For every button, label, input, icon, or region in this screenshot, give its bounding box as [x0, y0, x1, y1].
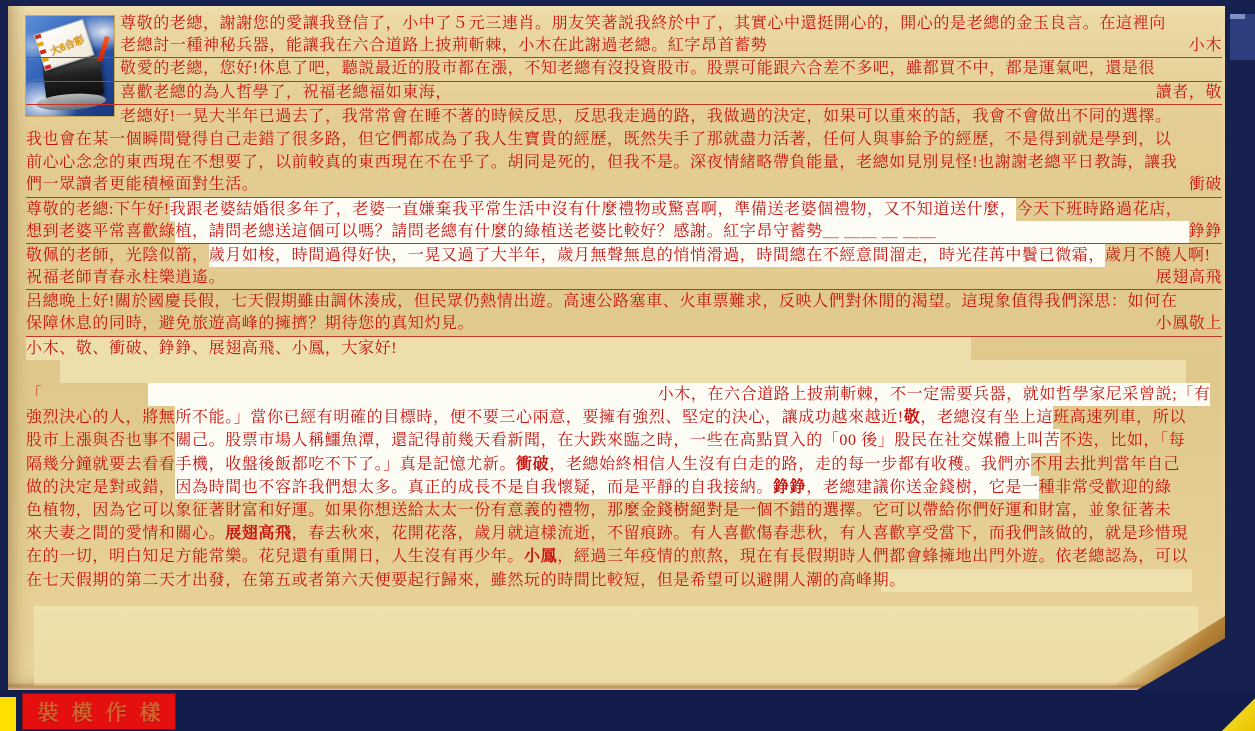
- highlighted-text: 我跟老婆結婚很多年了，老婆一直嫌棄我平常生活中沒有什麼禮物或驚喜啊，準備送老婆個禮物，又不知道送什麼，: [170, 198, 1017, 221]
- paper-bottom-edge: [8, 682, 1225, 690]
- text-line: [26, 545, 1222, 568]
- text-segment: 強烈決心的人，將無: [26, 409, 176, 427]
- text-segment: 敬佩的老師，光陰似箭，: [26, 246, 209, 264]
- top-right-corner-highlight: [1230, 14, 1245, 19]
- text-line: [26, 58, 1222, 81]
- text-line: [26, 290, 1222, 313]
- line-filler: [225, 267, 1155, 289]
- highlighted-text: 植，請問老總送這個可以嗎？請問老總有什麼的綠植送老婆比較好？感謝。紅字昂守蓄勢: [175, 221, 822, 243]
- highlighted-text: 因為時間也不容許我們想太多。真正的成長不是自我懷疑，而是平靜的自我接納。: [175, 476, 773, 499]
- text-line: [26, 35, 1222, 58]
- text-lines: [26, 12, 1222, 592]
- text-segment: 歲月不饒人啊!: [1105, 246, 1211, 264]
- text-segment: 老總好!一晃大半年已過去了，我常常會在睡不著的時候反思，反思我走過的路，我做過的決定，如果可以重來的話，我會不會做出不同的選擇。: [120, 107, 1172, 125]
- highlighted-text: 歲月如梭，時間過得好快，一晃又過了大半年，歲月無聲無息的悄悄滑過，時間總在不經意間溜走，時光荏苒中鬢已微霜，: [209, 244, 1105, 267]
- text-segment: ，經過三年疫情的煎熬，現在有長假期時人們都會蜂擁地出門外遊。依老總認為，可以: [557, 548, 1189, 566]
- text-line: [26, 569, 1222, 592]
- text-segment: 我也會在某一個瞬間覺得自己走錯了很多路，但它們都成為了我人生寶貴的經歷，既然失手了那就盡力活著，任何人與事給予的經歷，不是得到就是學到，以: [26, 130, 1172, 148]
- text-line: [26, 453, 1222, 476]
- reader-name: 衝破: [516, 453, 549, 476]
- text-segment: 在的一切，明白知足方能常樂。花兒還有重開日，人生沒有再少年。: [26, 548, 525, 566]
- text-segment: 股市上漲與否也事不: [26, 432, 176, 450]
- text-segment: 班高速列車，所以: [1053, 409, 1186, 427]
- text-line: [26, 360, 1222, 383]
- highlighted-text: 手機，收盤後飯都吃不下了。」真是記憶尤新。: [175, 453, 516, 476]
- reader-name: 錚錚: [773, 476, 806, 499]
- text-segment: 「: [26, 386, 43, 403]
- text-line: [26, 383, 1222, 406]
- text-segment: 老總討一種神秘兵器，能讓我在六合道路上披荊斬棘，小木在此謝過老總。紅字昂首蓄勢: [120, 37, 768, 55]
- reader-name: 小鳳: [524, 548, 558, 566]
- text-segment: 不用去批判當年自己: [1030, 455, 1181, 473]
- text-segment: 今天下班時路過花店，: [1016, 200, 1183, 218]
- highlighted-text: ，老總始終相信人生沒有白走的路，走的每一步都有收穫。我們亦: [549, 453, 1030, 476]
- top-right-corner-notch: [1230, 14, 1255, 60]
- text-line: [26, 128, 1222, 151]
- text-segment: 喜歡老總的為人哲學了，祝福老總福如東海，: [120, 83, 453, 101]
- text-line: [26, 198, 1222, 221]
- faded-highlight-block: [34, 606, 1198, 686]
- text-line: [26, 476, 1222, 499]
- text-segment: 祝福老師青春永柱樂逍遙。: [26, 269, 226, 287]
- text-line: [26, 12, 1222, 35]
- signature: 小木: [1188, 37, 1222, 55]
- text-segment: 來夫妻之間的愛情和關心。: [26, 525, 226, 543]
- text-segment: 呂總晚上好!關於國慶長假，七天假期雖由調休湊成，但民眾仍熱情出遊。高速公路塞車、火車票難求，反映人們對休閒的渴望。這現象值得我們深思：如何在: [26, 293, 1178, 311]
- highlighted-text: 關己。股票市場人稱鱷魚潭，還記得前幾天看新聞，在大跌來臨之時，一些在高點買入的「00 後」股民在社交媒體上叫苦: [175, 429, 1060, 452]
- line-filler: [936, 221, 1189, 243]
- text-segment: 想到老婆平常喜歡綠: [26, 222, 176, 240]
- text-line: [26, 522, 1222, 545]
- signature: 衝破: [1188, 176, 1222, 194]
- highlight-gap: [148, 383, 658, 406]
- text-segment: ，春去秋來，花開花落，歲月就這樣流逝，不留痕跡。有人喜歡傷春悲秋，有人喜歡享受當下，而我們該做的，就是珍惜現: [291, 525, 1189, 543]
- highlighted-text: ，老總沒有坐上這: [920, 406, 1053, 429]
- text-line: [26, 337, 1222, 360]
- text-line: [26, 406, 1222, 429]
- text-line: [26, 499, 1222, 522]
- highlighted-text: 所不能。」當你已經有明確的目標時，便不要三心兩意，要擁有強烈、堅定的決心，讓成功越來越近!: [175, 406, 903, 429]
- line-filler: [474, 313, 1155, 335]
- text-segment: 保障休息的同時，避免旅遊高峰的擁擠？期待您的真知灼見。: [26, 315, 475, 333]
- text-segment: 前心心念念的東西現在不想要了，以前較真的東西現在不在乎了。胡同是死的，但我不是。深夜情緒略帶負能量，老總如見別見怪!也謝謝老總平日教誨，讓我: [26, 154, 1178, 172]
- text-segment: 色植物，因為它可以象征著財富和好運。如果你想送給太太一份有意義的禮物，那麼金錢樹絕對是一個不錯的選擇。它可以帶給你們好運和財富，並象征著未: [26, 501, 1172, 519]
- text-line: [26, 313, 1222, 336]
- highlighted-text: 小木，在六合道路上披荊斬棘，不一定需要兵器，就如哲學家尼采曾説;「有: [658, 383, 1211, 406]
- highlighted-text: ＿ ＿＿ ＿ ＿＿: [823, 221, 936, 243]
- text-line: [26, 267, 1222, 290]
- reader-name: 敬: [904, 406, 921, 429]
- text-segment: 們一眾讀者更能積極面對生活。: [26, 176, 259, 194]
- text-line: [26, 105, 1222, 128]
- envelope-title: 大6合彩: [48, 34, 86, 58]
- column-title-label: 裝模作樣: [37, 701, 174, 725]
- text-line: [26, 221, 1222, 244]
- footer-band: [0, 690, 1255, 731]
- text-segment: 不迭，比如，「每: [1060, 432, 1186, 450]
- text-line: [26, 82, 1222, 105]
- text-segment: 做的決定是對或錯，: [26, 478, 176, 496]
- text-line: [26, 244, 1222, 267]
- footer-yellow-block: [0, 697, 16, 731]
- text-line: [26, 174, 1222, 197]
- text-segment: 敬愛的老總，您好!休息了吧，聽説最近的股市都在漲，不知老總有沒投資股市。股票可能跟六合差不多吧，雖都買不中，都是運氣吧，還是很: [120, 60, 1156, 78]
- text-gap: [43, 383, 148, 406]
- text-line: [26, 151, 1222, 174]
- signature: 小鳳敬上: [1155, 315, 1222, 333]
- line-filler: [767, 35, 1188, 57]
- text-segment: 尊敬的老總，謝謝您的愛讓我登信了，小中了５元三連肖。朋友笑著説我終於中了，其實心中還挺開心的，開心的是老總的金玉良言。在這裡向: [120, 15, 1166, 32]
- text-segment: 在七天假期的第二天才出發，在第五或者第六天便要起行歸來，雖然玩的時間比較短，但是希望可以避開人潮的高峰期。: [26, 571, 906, 589]
- text-line: [26, 429, 1222, 452]
- text-segment: 隔幾分鐘就要去看看: [26, 455, 176, 473]
- signature: 展翅高飛: [1155, 269, 1222, 287]
- line-filler: [258, 174, 1188, 196]
- text-segment: 小木、敬、衝破、錚錚、展翅高飛、小鳳，大家好!: [26, 339, 398, 357]
- highlighted-text: ，老總建議你送金錢樹，它是一: [806, 476, 1038, 499]
- text-segment: 種非常受歡迎的綠: [1038, 478, 1172, 496]
- text-segment: 尊敬的老總:下午好!: [26, 200, 170, 218]
- signature: 讀者，敬: [1155, 83, 1222, 101]
- reader-name: 展翅高飛: [225, 525, 292, 543]
- column-title-stamp: [22, 693, 176, 730]
- line-filler: [452, 82, 1156, 104]
- signature: 錚錚: [1188, 222, 1222, 240]
